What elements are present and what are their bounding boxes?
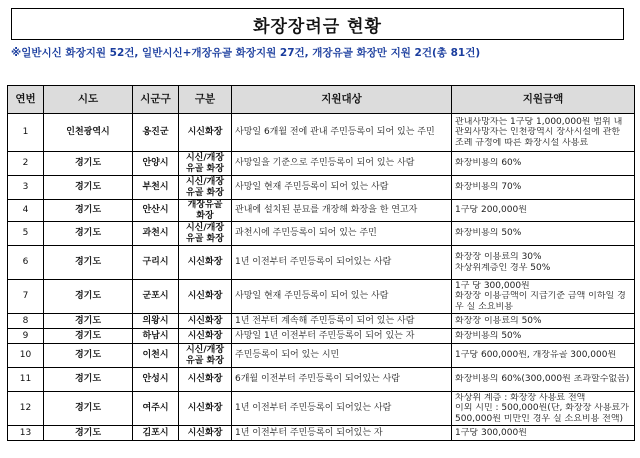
document-title-box <box>11 8 624 40</box>
cell-amount <box>452 152 635 176</box>
amount-line: 차상위 계층 : 화장장 사용료 전액 <box>455 392 586 403</box>
cell-no: 9 <box>8 329 44 344</box>
cell-sigungu: 안산시 <box>133 200 179 222</box>
amount-line: 관내사망자는 1구당 1,000,000원 범위 내 <box>455 116 623 127</box>
cell-sido: 경기도 <box>44 200 133 222</box>
cell-target: 사망일 현재 주민등록이 되어 있는 사람 <box>232 176 452 200</box>
cell-no: 1 <box>8 114 44 152</box>
cell-sigungu: 안성시 <box>133 368 179 392</box>
cell-sigungu: 구리시 <box>133 246 179 280</box>
cell-no: 13 <box>8 426 44 441</box>
table-row <box>8 368 635 392</box>
cell-target: 사망일 현재 주민등록이 되어 있는 사람 <box>232 280 452 314</box>
cell-sigungu: 부천시 <box>133 176 179 200</box>
cell-sido: 인천광역시 <box>44 114 133 152</box>
cell-type: 시신/개장유골 화장 <box>179 152 232 176</box>
amount-line: 1구당 200,000원 <box>455 205 527 216</box>
cell-amount <box>452 314 635 329</box>
cell-sido: 경기도 <box>44 246 133 280</box>
cell-target: 사망일 1년 이전부터 주민등록이 되어 있는 자 <box>232 329 452 344</box>
cell-no: 5 <box>8 222 44 246</box>
table-row <box>8 392 635 426</box>
amount-line: 1구당 600,000원, 개장유골 300,000원 <box>455 350 617 361</box>
table-row <box>8 344 635 368</box>
cell-no: 2 <box>8 152 44 176</box>
cell-sido: 경기도 <box>44 314 133 329</box>
cell-type: 시신화장 <box>179 392 232 426</box>
cell-type: 시신화장 <box>179 426 232 441</box>
subsidy-table <box>7 85 635 441</box>
table-row <box>8 176 635 200</box>
cell-amount <box>452 344 635 368</box>
amount-line: 화장비용의 60% <box>455 158 522 169</box>
amount-line: 화장비용의 70% <box>455 182 522 193</box>
cell-target: 주민등록이 되어 있는 시민 <box>232 344 452 368</box>
cell-no: 11 <box>8 368 44 392</box>
cell-no: 12 <box>8 392 44 426</box>
cell-target: 과천시에 주민등록이 되어 있는 주민 <box>232 222 452 246</box>
cell-type: 시신화장 <box>179 280 232 314</box>
header-amount: 지원금액 <box>452 86 635 114</box>
cell-sido: 경기도 <box>44 329 133 344</box>
cell-sigungu: 옹진군 <box>133 114 179 152</box>
cell-sido: 경기도 <box>44 176 133 200</box>
header-no: 연번 <box>8 86 44 114</box>
cell-amount <box>452 222 635 246</box>
cell-type: 개장유골 화장 <box>179 200 232 222</box>
amount-line: 화장장 이용료의 50% <box>455 315 542 326</box>
amount-line: 화장비용의 50% <box>455 228 522 239</box>
header-sido: 시도 <box>44 86 133 114</box>
cell-sido: 경기도 <box>44 426 133 441</box>
cell-sigungu: 김포시 <box>133 426 179 441</box>
cell-type: 시신/개장유골 화장 <box>179 344 232 368</box>
cell-target: 1년 이전부터 주민등록이 되어있는 자 <box>232 426 452 441</box>
amount-line: 관외사망자는 인천광역시 장사시설에 관한 <box>455 127 621 138</box>
cell-sigungu: 과천시 <box>133 222 179 246</box>
cell-type: 시신화장 <box>179 246 232 280</box>
cell-amount <box>452 114 635 152</box>
cell-target: 사망일 6개월 전에 관내 주민등록이 되어 있는 주민 <box>232 114 452 152</box>
amount-line: 500,000원 미만인 경우 실 소요비용 전액) <box>455 413 624 424</box>
cell-target: 1년 이전부터 주민등록이 되어있는 사람 <box>232 392 452 426</box>
cell-sigungu: 하남시 <box>133 329 179 344</box>
document-title: 화장장려금 현황 <box>253 16 382 37</box>
cell-type: 시신화장 <box>179 314 232 329</box>
cell-no: 10 <box>8 344 44 368</box>
amount-line: 1구당 300,000원 <box>455 427 527 438</box>
amount-line: 이외 시민 : 500,000원(단, 화장장 사용료가 <box>455 403 629 414</box>
cell-type: 시신/개장유골 화장 <box>179 222 232 246</box>
cell-sido: 경기도 <box>44 368 133 392</box>
table-row <box>8 114 635 152</box>
amount-line: 조례 규정에 따른 화장시설 사용료 <box>455 137 589 148</box>
table-row <box>8 280 635 314</box>
cell-amount <box>452 392 635 426</box>
summary-note: ※일반시신 화장지원 52건, 일반시신+개장유골 화장지원 27건, 개장유골 화장만 지원 2건(총 81건) <box>11 47 481 59</box>
cell-sido: 경기도 <box>44 280 133 314</box>
cell-sigungu: 이천시 <box>133 344 179 368</box>
cell-no: 7 <box>8 280 44 314</box>
amount-line: 화장비용의 50% <box>455 330 522 341</box>
cell-sigungu: 의왕시 <box>133 314 179 329</box>
header-type: 구분 <box>179 86 232 114</box>
cell-sigungu: 군포시 <box>133 280 179 314</box>
cell-no: 6 <box>8 246 44 280</box>
amount-line: 1구 당 300,000원 <box>455 280 530 291</box>
amount-line: 화장장 이용료의 30% <box>455 252 542 263</box>
cell-type: 시신화장 <box>179 329 232 344</box>
cell-amount <box>452 329 635 344</box>
amount-line: 화장비용의 60%(300,000원 초과할수없음) <box>455 374 630 385</box>
cell-no: 4 <box>8 200 44 222</box>
amount-line: 차상위계층인 경우 50% <box>455 262 551 273</box>
cell-target: 6개월 이전부터 주민등록이 되어있는 사람 <box>232 368 452 392</box>
table-row <box>8 222 635 246</box>
cell-type: 시신/개장유골 화장 <box>179 176 232 200</box>
table-row <box>8 246 635 280</box>
header-target: 지원대상 <box>232 86 452 114</box>
cell-amount <box>452 246 635 280</box>
table-row <box>8 152 635 176</box>
amount-line: 우 실 소요비용 <box>455 301 513 312</box>
table-row <box>8 314 635 329</box>
cell-sido: 경기도 <box>44 152 133 176</box>
cell-sido: 경기도 <box>44 222 133 246</box>
cell-target: 관내에 설치된 분묘를 개장해 화장을 한 연고자 <box>232 200 452 222</box>
cell-sido: 경기도 <box>44 392 133 426</box>
cell-amount <box>452 368 635 392</box>
cell-sido: 경기도 <box>44 344 133 368</box>
cell-target: 1년 전부터 계속해 주민등록이 되어 있는 사람 <box>232 314 452 329</box>
cell-no: 3 <box>8 176 44 200</box>
table-body <box>8 114 635 441</box>
header-sigungu: 시군구 <box>133 86 179 114</box>
table-row <box>8 329 635 344</box>
cell-amount <box>452 280 635 314</box>
cell-sigungu: 여주시 <box>133 392 179 426</box>
amount-line: 화장장 이용금액이 지급기준 금액 이하일 경 <box>455 291 626 302</box>
cell-amount <box>452 426 635 441</box>
cell-type: 시신화장 <box>179 114 232 152</box>
cell-sigungu: 안양시 <box>133 152 179 176</box>
table-row <box>8 200 635 222</box>
cell-no: 8 <box>8 314 44 329</box>
cell-target: 사망일을 기준으로 주민등록이 되어 있는 사람 <box>232 152 452 176</box>
cell-amount <box>452 176 635 200</box>
cell-amount <box>452 200 635 222</box>
cell-target: 1년 이전부터 주민등록이 되어있는 사람 <box>232 246 452 280</box>
cell-type: 시신화장 <box>179 368 232 392</box>
table-row <box>8 426 635 441</box>
table-header-row <box>8 86 635 114</box>
